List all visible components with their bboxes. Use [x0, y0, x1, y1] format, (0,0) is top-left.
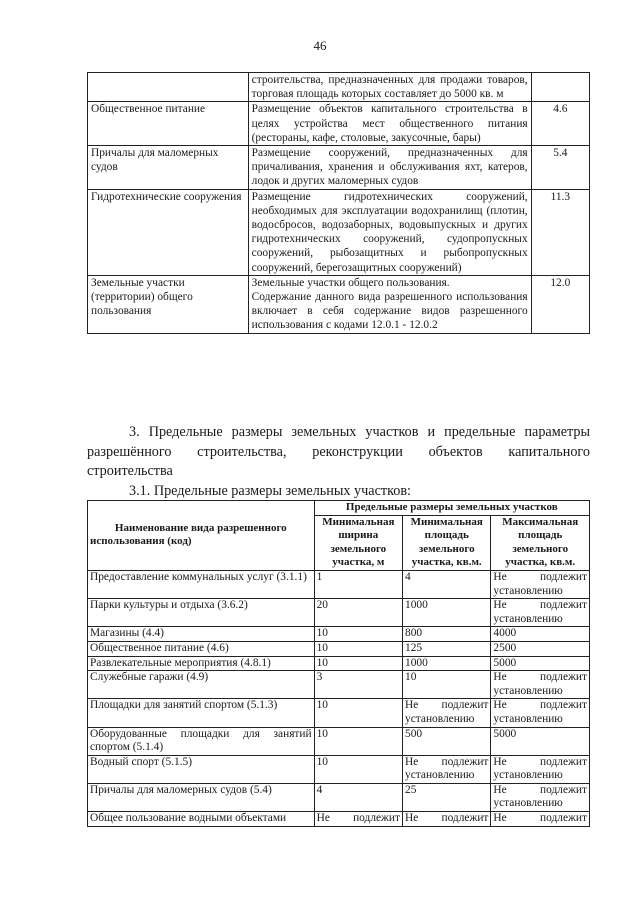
section-3-1-heading: 3.1. Предельные размеры земельных участков: [129, 483, 411, 499]
min-width-cell [314, 812, 402, 827]
min-area-cell [403, 755, 491, 783]
section-3-text: 3. Предельные размеры земельных участков и предельные параметры разрешённого строительства, реконструкции объектов капитального строительства [87, 424, 590, 479]
not-set-word: подлежит [540, 783, 587, 796]
not-set-word: установлению [493, 684, 563, 697]
not-set-word: подлежит [540, 570, 587, 583]
min-width-cell: 3 [314, 671, 402, 699]
use-name-cell: Земельные участки (территории) общего пользования [88, 275, 249, 333]
min-width-cell: 10 [314, 627, 402, 642]
max-area-cell [491, 755, 590, 783]
table-row [88, 755, 590, 783]
not-set-word: подлежит [441, 755, 489, 768]
min-area-cell: 10 [403, 671, 491, 699]
plot-size-limits-table [87, 500, 590, 827]
min-area-cell: 125 [403, 641, 491, 656]
not-set-word: установлению [405, 769, 475, 782]
header-min-area: Минимальная площадь земельного участка, кв.м. [403, 515, 491, 570]
header-group: Предельные размеры земельных участков [314, 501, 589, 516]
description-text: Земельные участки общего пользования. [251, 276, 450, 289]
use-name-cell: Водный спорт (5.1.5) [88, 755, 315, 783]
max-area-cell [491, 783, 590, 811]
not-set-word: Не [493, 599, 507, 612]
page-number: 46 [313, 38, 327, 53]
use-name-cell: Причалы для маломерных судов (5.4) [88, 783, 315, 811]
use-name-cell: Гидротехнические сооружения [88, 189, 249, 275]
use-name-cell: Предоставление коммунальных услуг (3.1.1) [88, 570, 315, 598]
min-area-cell: 25 [403, 783, 491, 811]
table-row [88, 570, 590, 598]
not-set-word: Не [493, 699, 507, 712]
min-width-cell: 10 [314, 641, 402, 656]
use-name-cell: Служебные гаражи (4.9) [88, 671, 315, 699]
not-set-word: Не [316, 812, 330, 825]
table-row [88, 812, 590, 827]
use-description-cell [248, 189, 531, 275]
max-area-cell [491, 570, 590, 598]
use-description-cell [248, 146, 531, 190]
min-width-cell: 10 [314, 727, 402, 755]
not-set-word: Не [493, 671, 507, 684]
table-row [88, 641, 590, 656]
min-area-cell [403, 699, 491, 727]
not-set-word: подлежит [540, 699, 587, 712]
min-area-cell: 4 [403, 570, 491, 598]
not-set-word: подлежит [441, 812, 489, 825]
use-name-cell: Парки культуры и отдыха (3.6.2) [88, 599, 315, 627]
not-set-word: установлению [493, 769, 563, 782]
table-row [88, 727, 590, 755]
use-code-cell: 4.6 [531, 102, 589, 146]
table-row [88, 671, 590, 699]
table-row [88, 599, 590, 627]
not-set-word: установлению [493, 797, 563, 810]
use-name-cell: Общее пользование водными объектами [88, 812, 315, 827]
max-area-cell [491, 671, 590, 699]
not-set-word: Не [493, 812, 507, 825]
not-set-word: установлению [493, 584, 563, 597]
table-row [88, 627, 590, 642]
header-max-area: Максимальная площадь земельного участка, кв.м. [491, 515, 590, 570]
not-set-word: подлежит [540, 755, 587, 768]
min-width-cell: 10 [314, 755, 402, 783]
table-row [88, 275, 590, 333]
use-code-cell [531, 73, 589, 102]
min-width-cell: 10 [314, 656, 402, 671]
use-name-cell: Развлекательные мероприятия (4.8.1) [88, 656, 315, 671]
description-text: строительства, предназначенных для продажи товаров, торговая площадь которых составляет до 5000 кв. м [251, 74, 528, 101]
use-description-cell [248, 275, 531, 333]
use-name-cell: Оборудованные площадки для занятий спортом (5.1.4) [88, 727, 315, 755]
use-description-cell [248, 102, 531, 146]
not-set-word: Не [405, 755, 419, 768]
not-set-word: подлежит [540, 599, 587, 612]
table-row [88, 73, 590, 102]
max-area-cell [491, 599, 590, 627]
not-set-word: установлению [493, 612, 563, 625]
table-row [88, 189, 590, 275]
description-text: Размещение сооружений, предназначенных для причаливания, хранения и обслуживания яхт, катеров, лодок и других маломерных судов [251, 147, 528, 188]
not-set-word: подлежит [540, 812, 587, 825]
not-set-word: Не [405, 699, 419, 712]
table-row [88, 783, 590, 811]
min-area-cell: 1000 [403, 599, 491, 627]
max-area-cell: 5000 [491, 727, 590, 755]
use-name-cell: Общественное питание (4.6) [88, 641, 315, 656]
header-min-width: Минимальная ширина земельного участка, м [314, 515, 402, 570]
min-area-cell [403, 812, 491, 827]
use-code-cell: 12.0 [531, 275, 589, 333]
table-row [88, 699, 590, 727]
use-code-cell: 5.4 [531, 146, 589, 190]
min-width-cell: 20 [314, 599, 402, 627]
min-width-cell: 10 [314, 699, 402, 727]
not-set-word: установлению [493, 712, 563, 725]
header-use-name: Наименование вида разрешенного использования (код) [88, 501, 315, 571]
table-row [88, 656, 590, 671]
table-row [88, 146, 590, 190]
permitted-use-table [87, 72, 590, 334]
use-name-cell: Общественное питание [88, 102, 249, 146]
use-name-cell: Площадки для занятий спортом (5.1.3) [88, 699, 315, 727]
description-text: Размещение гидротехнических сооружений, необходимых для эксплуатации водохранилищ (плотин, водосбросов, водозаборных, водовыпускных и других гидротехнических сооружений, судопропускных сооружений, рыбозащитных и рыбопропускных сооружений, берегозащитных сооружений) [251, 190, 528, 274]
description-text: Содержание данного вида разрешенного использования включает в себя содержание видов разрешенного использования с кодами 12.0.1 - 12.0.2 [251, 291, 528, 332]
not-set-word: подлежит [353, 812, 401, 825]
not-set-word: Не [493, 755, 507, 768]
not-set-word: установлению [405, 712, 475, 725]
min-area-cell: 500 [403, 727, 491, 755]
use-name-cell: Причалы для маломерных судов [88, 146, 249, 190]
not-set-word: Не [493, 783, 507, 796]
not-set-word: Не [493, 570, 507, 583]
max-area-cell [491, 812, 590, 827]
use-code-cell: 11.3 [531, 189, 589, 275]
not-set-word: подлежит [540, 671, 587, 684]
min-width-cell: 4 [314, 783, 402, 811]
not-set-word: Не [405, 812, 419, 825]
use-name-cell: Магазины (4.4) [88, 627, 315, 642]
use-description-cell [248, 73, 531, 102]
max-area-cell: 2500 [491, 641, 590, 656]
min-width-cell: 1 [314, 570, 402, 598]
description-text: Размещение объектов капитального строительства в целях устройства мест общественного питания (рестораны, кафе, столовые, закусочные, бары) [251, 103, 528, 144]
max-area-cell [491, 699, 590, 727]
section-3-heading [87, 423, 590, 482]
min-area-cell: 800 [403, 627, 491, 642]
min-area-cell: 1000 [403, 656, 491, 671]
max-area-cell: 5000 [491, 656, 590, 671]
table-row [88, 102, 590, 146]
not-set-word: подлежит [441, 699, 489, 712]
use-name-cell [88, 73, 249, 102]
max-area-cell: 4000 [491, 627, 590, 642]
